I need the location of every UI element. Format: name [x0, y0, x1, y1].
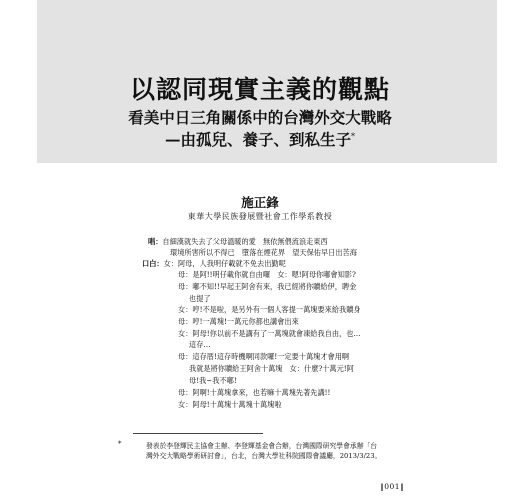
paper-title: 以認同現實主義的觀點: [129, 75, 390, 104]
lyric-text: 母：是阿!!明仔載你就自由囉 女：嗯!阿母你嘟會知影?: [178, 270, 356, 279]
lyric-line: [178, 305, 361, 315]
lyric-text: 女：阿母，人我明仔載就不免去出勤呢: [163, 259, 286, 268]
lyric-line: [189, 340, 211, 350]
footnote-divider: [133, 433, 263, 434]
lyric-text: 女：哼!不是啦，是另外有一個人客提一萬塊要來給我贖身: [178, 305, 361, 314]
footnote-line2: 灣外交大戰略學術研討會」，台北，台灣大學社科院國際會議廳，2013/3/23。: [146, 452, 382, 460]
lyric-line: [148, 237, 328, 247]
lyric-text: 這存…: [189, 340, 211, 349]
subtitle-footnote-marker: *: [351, 131, 355, 141]
footnote-marker: *: [118, 440, 122, 448]
lyric-text: 也提了: [189, 294, 211, 303]
lyric-text: 環境所害所以不得已 墮落在煙花界 望天保佑早日出苦海: [170, 248, 357, 257]
lyric-label: 唱：: [148, 237, 163, 246]
lyric-text: 母：這存厝!這存時機啊同款囉!一定要十萬塊才會用啊: [178, 352, 350, 361]
lyric-line: [178, 388, 330, 398]
lyric-line: [170, 248, 357, 258]
lyric-label: 口白：: [142, 259, 164, 268]
author-name: 施正鋒: [241, 195, 279, 210]
lyric-text: 我就是將你贖給王阿舍十萬塊 女：什麼?十萬元!阿: [189, 364, 354, 373]
lyric-line: [189, 376, 237, 386]
lyric-line: [178, 400, 282, 410]
page-number: ‖001‖: [380, 482, 405, 491]
lyric-text: 女：阿母!十萬塊十萬塊十萬塊啦: [178, 400, 282, 409]
lyric-text: 母：哼!一萬塊!一萬元你都也講會出來: [178, 317, 299, 326]
subtitle-line2-text: —由孤兒、養子、到私生子: [164, 130, 351, 149]
lyric-line: [178, 329, 361, 339]
lyric-text: 母：嘟不知!!早起王阿舍有來，我已經將你贖給伊，聘金: [178, 282, 357, 291]
author-affiliation: 東華大學民族發展暨社會工作學系教授: [187, 212, 333, 221]
lyric-line: [178, 282, 356, 292]
lyric-line: [178, 352, 349, 362]
lyric-text: 自細漢就失去了父母溫暖的愛 無依無偎流浪走東西: [162, 237, 328, 246]
lyric-text: 女：阿母!你以前不是講有了一萬塊就會凍給我自由，也…: [178, 329, 361, 338]
lyric-line: [178, 270, 356, 280]
lyric-line: [189, 364, 354, 374]
paper-subtitle-line1: 看美中日三角關係中的台灣外交大戰略: [128, 108, 392, 127]
lyric-line: [178, 317, 299, 327]
footnote-line1: 發表於李登輝民主協會主辦、李登輝基金會合辦，台灣國際研究學會承辦「台: [146, 442, 378, 450]
lyric-line: [142, 259, 286, 269]
footnote: [118, 441, 418, 461]
paper-subtitle-line2: [0, 128, 520, 150]
lyric-text: 母：阿啊!十萬塊拿來，也若嘛十萬塊先著先講!!: [178, 388, 331, 397]
lyric-line: [189, 294, 211, 304]
lyric-text: 母!我~我不嘟!: [189, 376, 237, 385]
